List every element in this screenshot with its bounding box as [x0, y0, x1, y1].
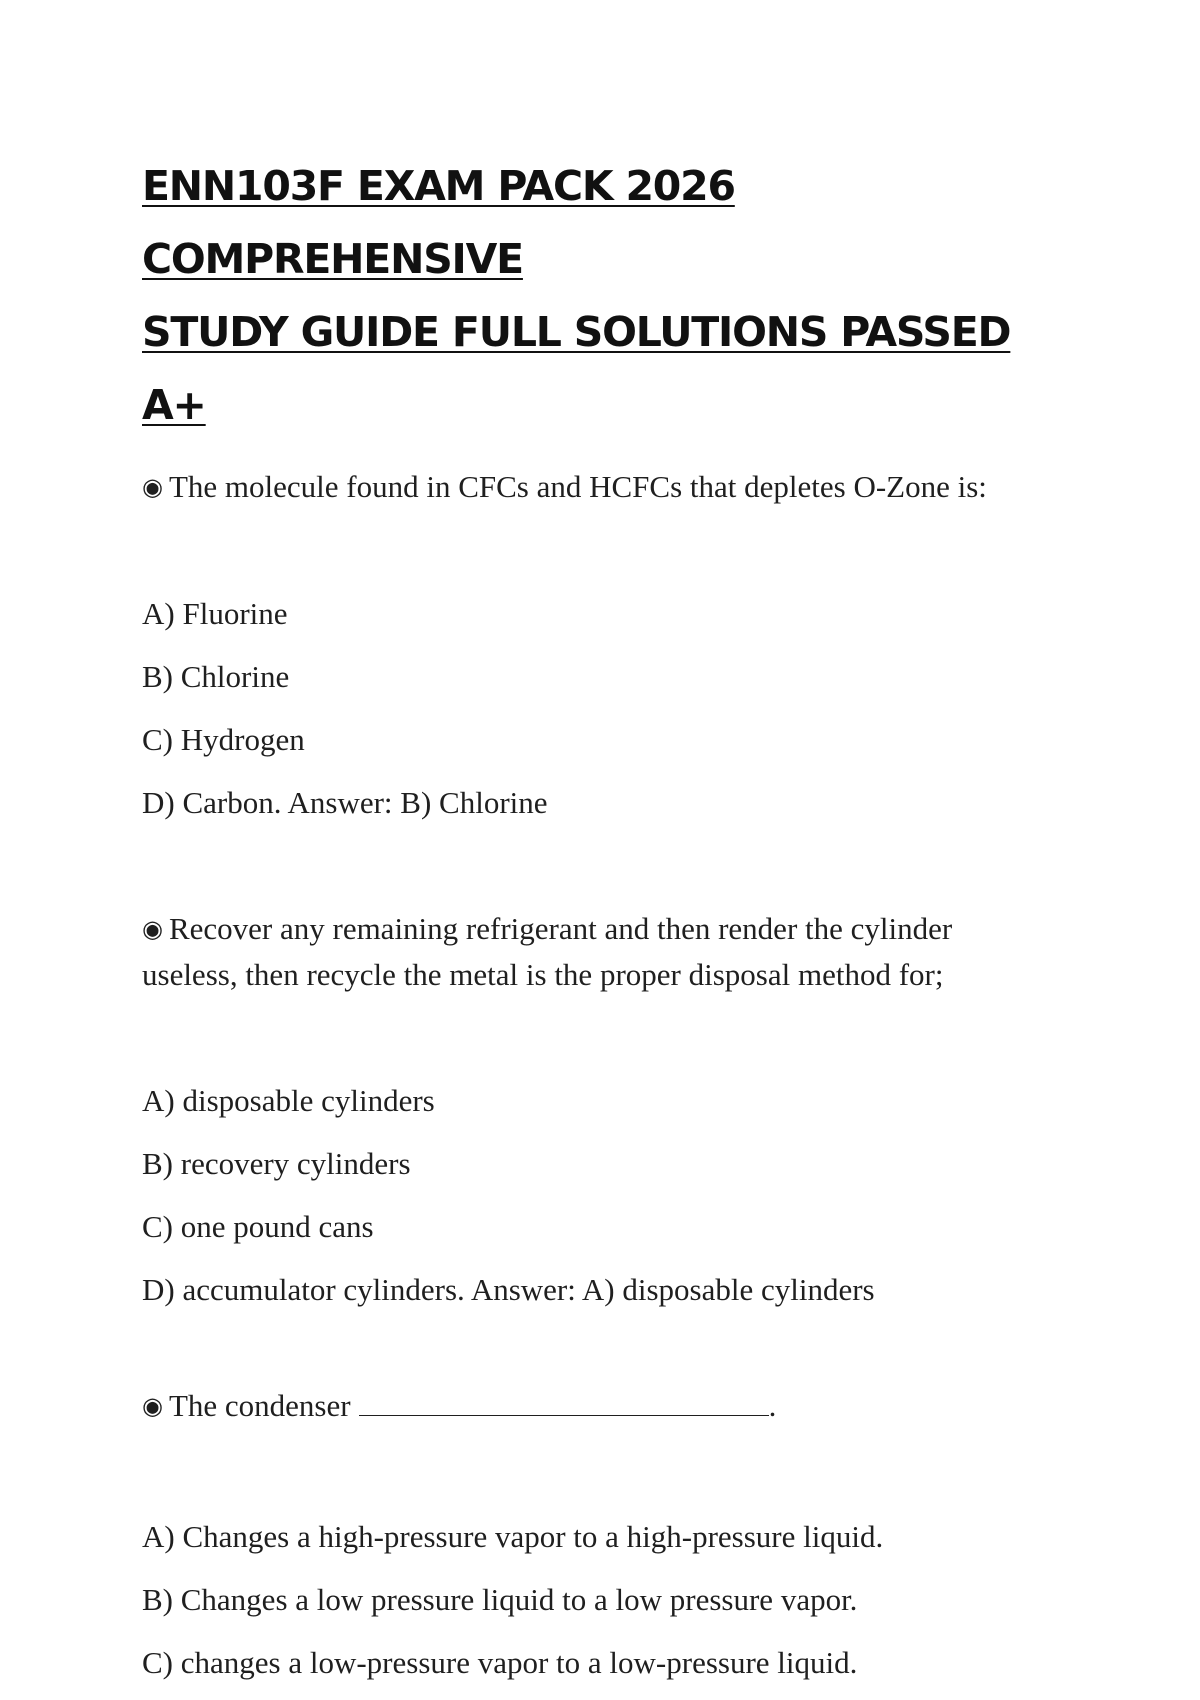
- option-2d: D) accumulator cylinders. Answer: A) disposable cylinders: [142, 1272, 875, 1307]
- bullet-icon: ◉: [142, 473, 163, 501]
- bullet-icon: ◉: [142, 1392, 163, 1420]
- options-list-2: [142, 1069, 1062, 1321]
- bullet-icon: ◉: [142, 915, 163, 943]
- fill-in-blank-line: [359, 1389, 769, 1416]
- question-1-text: The molecule found in CFCs and HCFCs that depletes O-Zone is:: [168, 469, 987, 504]
- question-2-text-line-1: Recover any remaining refrigerant and then render the cylinder: [168, 911, 953, 946]
- question-3-text: The condenser: [168, 1388, 351, 1423]
- option-2c: C) one pound cans: [142, 1209, 374, 1244]
- document-page: [142, 150, 1062, 1694]
- question-block-3: [142, 1383, 1062, 1694]
- question-text-1: [142, 464, 1062, 510]
- option-1a: A) Fluorine: [142, 596, 288, 631]
- option-1b: B) Chlorine: [142, 659, 290, 694]
- option-1c: C) Hydrogen: [142, 722, 305, 757]
- option-2a: A) disposable cylinders: [142, 1083, 435, 1118]
- option-2b: B) recovery cylinders: [142, 1146, 411, 1181]
- option-1d: D) Carbon. Answer: B) Chlorine: [142, 785, 548, 820]
- title-line-1: ENN103F EXAM PACK 2026 COMPREHENSIVE: [142, 162, 735, 283]
- options-list-3: [142, 1505, 1062, 1694]
- option-3b: B) Changes a low pressure liquid to a low pressure vapor.: [142, 1582, 858, 1617]
- option-3c: C) changes a low-pressure vapor to a low-pressure liquid.: [142, 1645, 858, 1680]
- option-3a: A) Changes a high-pressure vapor to a high-pressure liquid.: [142, 1519, 884, 1554]
- title-line-2: STUDY GUIDE FULL SOLUTIONS PASSED A+: [142, 308, 1011, 429]
- question-text-2: [142, 906, 1062, 997]
- options-list-1: [142, 582, 1062, 834]
- question-3-text-end: .: [768, 1388, 777, 1423]
- question-block-2: [142, 906, 1062, 1321]
- question-block-1: [142, 464, 1062, 834]
- question-text-3: [142, 1383, 1062, 1429]
- document-title: [142, 150, 1062, 442]
- question-2-text-line-2: useless, then recycle the metal is the proper disposal method for;: [142, 957, 944, 992]
